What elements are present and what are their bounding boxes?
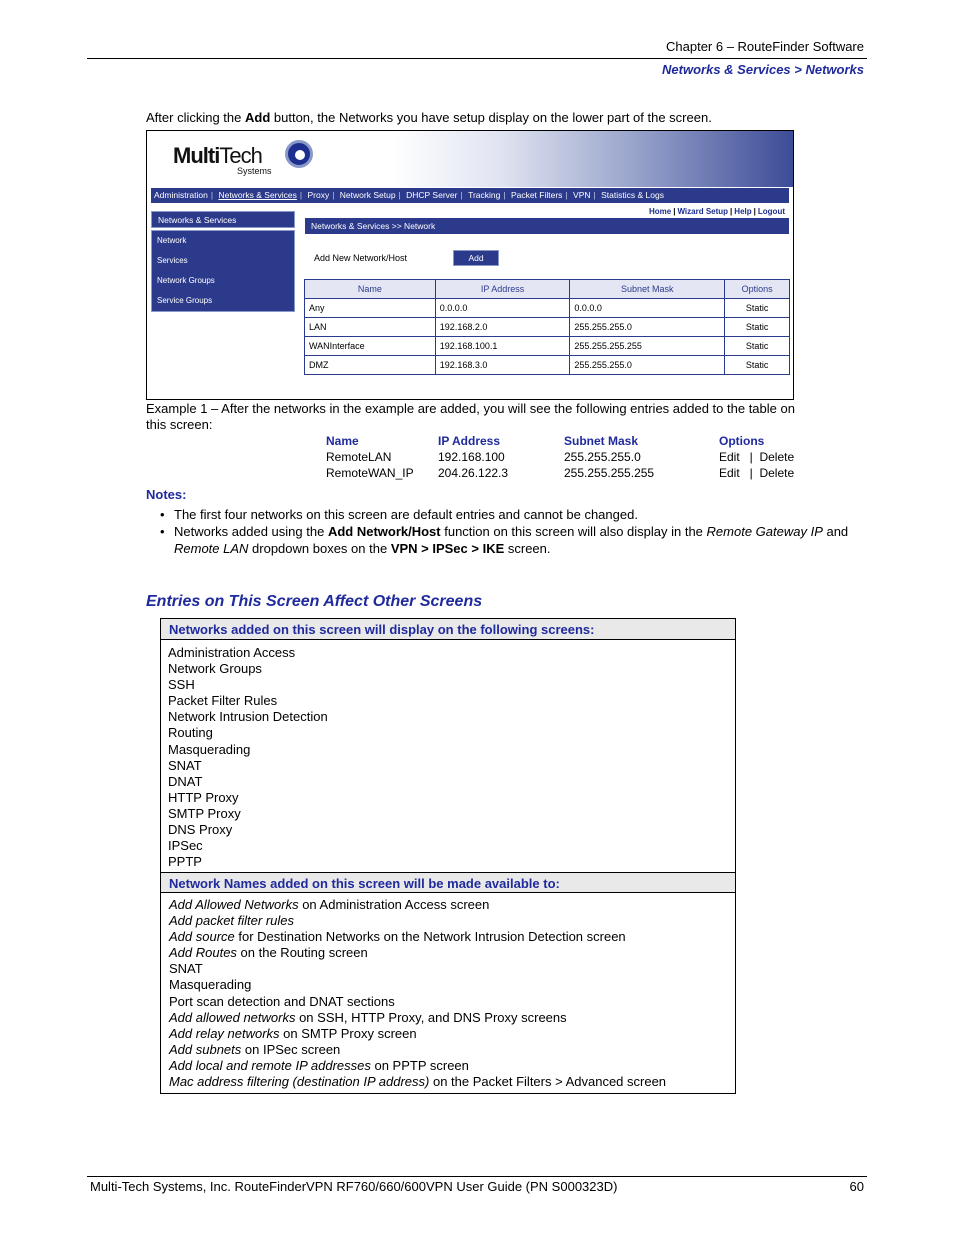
cell-name: Any [305,299,436,318]
cell-option: Static [725,337,790,356]
ex-col-mask: Subnet Mask [564,434,639,448]
list-item: Packet Filter Rules [168,693,278,709]
cell-mask: 255.255.255.255 [570,337,725,356]
table-row [305,299,790,318]
nav-administration[interactable]: Administration [154,190,208,200]
list-item: Mac address filtering (destination IP address) on the Packet Filters > Advanced screen [169,1074,667,1090]
list-item: DNAT [168,773,203,789]
ex-col-options: Options [719,434,765,448]
cell-option: Static [725,318,790,337]
note-item: • Networks added using the Add Network/Host function on this screen will also display in the Remote Gateway IP and Remote LAN dropdown boxes on the VPN > IPSec > IKE screen. [160,523,880,557]
cell-name: WANInterface [305,337,436,356]
screenshot-frame [146,130,794,400]
footer-rule [87,1176,867,1177]
intro-paragraph: After clicking the Add button, the Networks you have setup display on the lower part of the screen. [146,110,712,125]
table-row [326,465,794,481]
list-item: Add Allowed Networks on Administration Access screen [169,897,490,912]
cell-ip: 0.0.0.0 [435,299,570,318]
ex-cell-name: RemoteLAN [326,450,392,464]
box2-list [169,897,666,1090]
ex-col-ip: IP Address [438,434,501,448]
box1-list [168,645,328,870]
logo-circle-icon [285,140,313,168]
notes-title: Notes: [146,487,187,502]
list-item: Add subnets on IPSec screen [169,1041,341,1057]
page-number: 60 [849,1179,864,1194]
header-rule [87,58,867,59]
ex-col-name: Name [326,434,359,448]
list-item: SNAT [169,961,203,977]
list-item: Add local and remote IP addresses on PPTP screen [169,1057,469,1073]
list-item: DNS Proxy [168,822,233,838]
section-header: Networks & Services > Networks [662,62,864,77]
nav-network-setup[interactable]: Network Setup [339,190,396,200]
list-item: Add allowed networks on SSH, HTTP Proxy, and DNS Proxy screens [169,1009,567,1025]
example-paragraph: Example 1 – After the networks in the example are added, you will see the following entries added to the table on this screen: [146,401,795,432]
ex-cell-options: Edit | Delete [719,450,795,464]
top-links: Home | Wizard Setup | Help | Logout [648,207,785,216]
cell-mask: 0.0.0.0 [570,299,725,318]
table-row [305,318,790,337]
cell-ip: 192.168.100.1 [435,337,570,356]
list-item: Add relay networks on SMTP Proxy screen [169,1025,417,1041]
nav-tracking[interactable]: Tracking [468,190,501,200]
list-item: PPTP [168,854,202,870]
logo-subtitle: Systems [237,166,272,176]
table-row [326,449,794,465]
ex-cell-ip: 192.168.100 [438,450,505,464]
example-table [326,433,794,481]
affected-screens-box [160,618,736,1094]
list-item: IPSec [168,838,203,854]
logo: MultiTech [173,143,262,168]
cell-mask: 255.255.255.0 [570,318,725,337]
ex-cell-ip: 204.26.122.3 [438,466,509,480]
col-ip-address: IP Address [435,280,570,299]
list-item: Port scan detection and DNAT sections [169,993,395,1009]
link-help[interactable]: Help [734,207,752,216]
cell-ip: 192.168.2.0 [435,318,570,337]
table-row [305,356,790,375]
table-row [305,337,790,356]
cell-option: Static [725,299,790,318]
cell-name: DMZ [305,356,436,375]
list-item: Add Routes on the Routing screen [169,945,368,961]
link-home[interactable]: Home [648,207,672,216]
section-title: Entries on This Screen Affect Other Screens [146,593,483,610]
main-navbar: Administration | Networks & Services | Proxy | Network Setup | DHCP Server | Tracking | Packet Filters | VPN | Statistics & Logs [151,188,789,203]
sidebar-item-network[interactable]: Network [157,236,187,245]
box1-header: Networks added on this screen will display on the following screens: [161,619,735,640]
nav-dhcp-server[interactable]: DHCP Server [406,190,458,200]
cell-ip: 192.168.3.0 [435,356,570,375]
cell-option: Static [725,356,790,375]
add-network-label: Add New Network/Host [314,253,408,263]
nav-networks-services[interactable]: Networks & Services [218,190,297,200]
sidebar-title: Networks & Services [151,211,295,228]
list-item: Network Intrusion Detection [168,709,328,725]
link-wizard-setup[interactable]: Wizard Setup [677,207,729,216]
list-item: SMTP Proxy [168,805,241,821]
list-item: Routing [168,725,213,741]
ex-cell-mask: 255.255.255.255 [564,466,655,480]
networks-table [304,279,790,375]
sidebar-item-service-groups[interactable]: Service Groups [157,296,213,305]
sidebar-item-network-groups[interactable]: Network Groups [157,276,215,285]
list-item: Administration Access [168,645,296,660]
ex-cell-name: RemoteWAN_IP [326,466,414,480]
nav-statistics-logs[interactable]: Statistics & Logs [601,190,664,200]
chapter-header: Chapter 6 – RouteFinder Software [666,39,864,54]
col-subnet-mask: Subnet Mask [570,280,725,299]
ex-cell-options: Edit | Delete [719,466,795,480]
box2-header: Network Names added on this screen will be made available to: [161,872,735,893]
breadcrumb: Networks & Services >> Network [305,218,789,234]
nav-proxy[interactable]: Proxy [307,190,330,200]
notes-list [160,506,880,557]
list-item: Network Groups [168,661,262,677]
list-item: SNAT [168,757,202,773]
list-item: Masquerading [169,977,252,993]
banner [147,131,793,187]
list-item: HTTP Proxy [168,789,239,805]
list-item: Masquerading [168,741,251,757]
sidebar-item-services[interactable]: Services [157,256,188,265]
col-options: Options [725,280,790,299]
cell-name: LAN [305,318,436,337]
list-item: Add packet filter rules [169,913,295,929]
cell-mask: 255.255.255.0 [570,356,725,375]
list-item: SSH [168,677,195,693]
note-item: • The first four networks on this screen are default entries and cannot be changed. [160,506,880,523]
add-button[interactable]: Add [453,250,499,266]
sidebar-menu [151,230,295,312]
list-item: Add source for Destination Networks on the Network Intrusion Detection screen [169,929,626,945]
nav-packet-filters[interactable]: Packet Filters [510,190,563,200]
ex-cell-mask: 255.255.255.0 [564,450,641,464]
link-logout[interactable]: Logout [757,207,785,216]
col-name: Name [305,280,436,299]
footer-text: Multi-Tech Systems, Inc. RouteFinderVPN RF760/660/600VPN User Guide (PN S000323D) [90,1179,618,1194]
nav-vpn[interactable]: VPN [573,190,591,200]
